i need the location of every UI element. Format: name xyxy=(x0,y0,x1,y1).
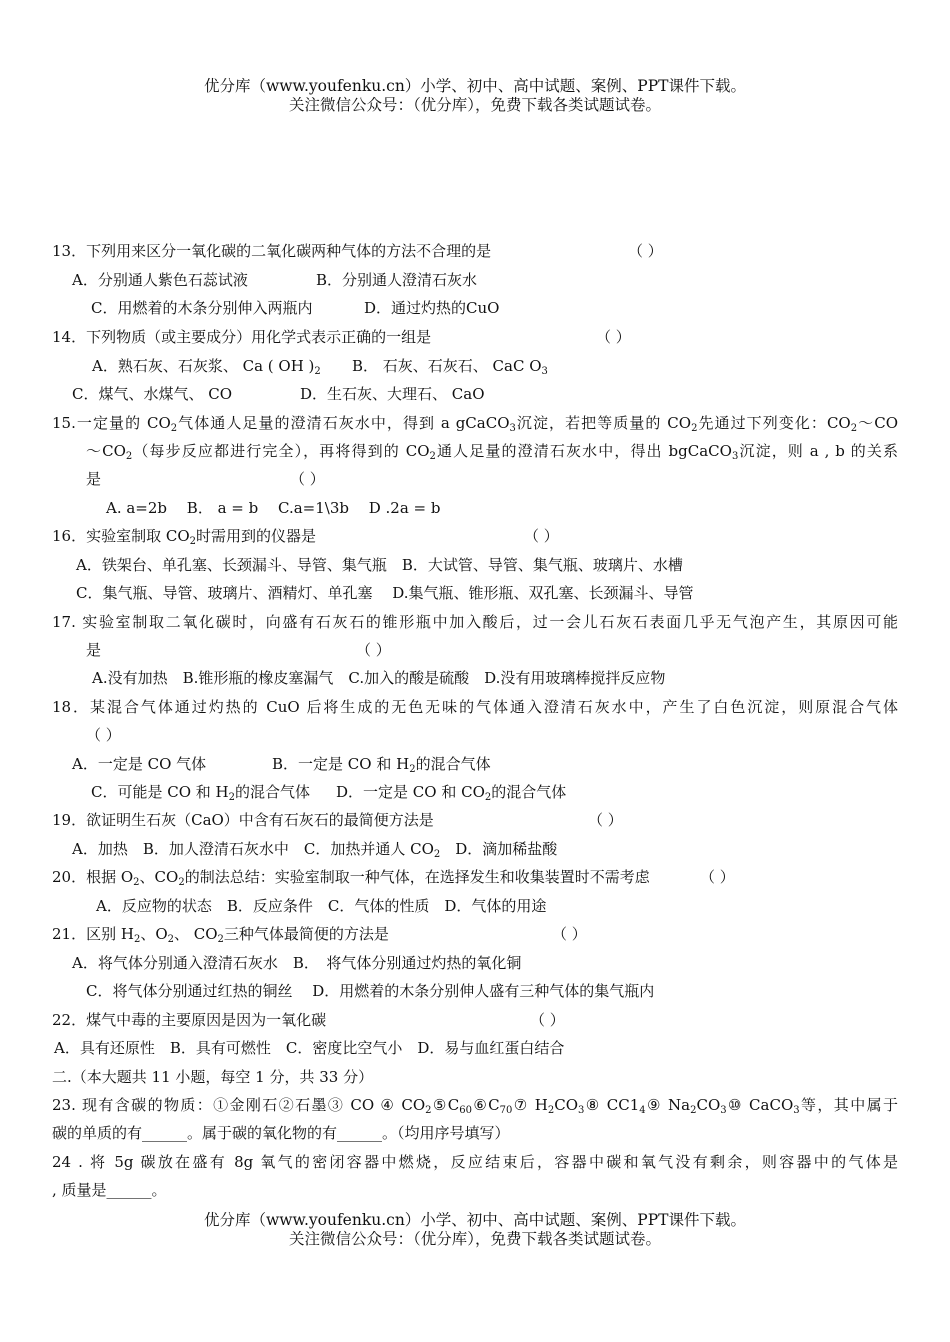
q14-option-d: D．生石灰、大理石、 CaO xyxy=(300,385,485,403)
q19-stem: 19．欲证明生石灰（CaO）中含有石灰石的最简便方法是 xyxy=(52,811,434,829)
q16-stem: 16．实验室制取 $CO_2$时需用到的仪器是 xyxy=(52,527,317,547)
q13-stem: 13．下列用来区分一氧化碳的二氧化碳两种气体的方法不合理的是 xyxy=(52,242,492,260)
q21-options-ab: A．将气体分别通入澄清石灰水 B． 将气体分别通过灼热的氧化铜 xyxy=(72,954,522,972)
footer-line-1: 优分库（www.youfenku.cn）小学、初中、高中试题、案例、PPT课件下载。 xyxy=(203,1211,747,1229)
q13-option-a: A．分别通人紫色石蕊试液 xyxy=(72,271,248,289)
q15-stem-line-3: 是 xyxy=(86,470,102,488)
q13-option-c: C．用燃着的木条分别伸入两瓶内 xyxy=(91,299,313,317)
q15-stem-line-1: 15.一定量的 $CO_2$气体通人足量的澄清石灰水中，得到 a gCaCO$_3$沉淀，若把等质量的 $CO_2$先通过下列变化：$CO_2\sim CO$ xyxy=(52,414,898,434)
q21-answer-paren: （ ） xyxy=(552,925,587,943)
q22-options: A．具有还原性 B．具有可燃性 C．密度比空气小 D．易与血红蛋白结合 xyxy=(54,1039,565,1057)
q14-option-c: C．煤气、水煤气、 CO xyxy=(72,385,233,403)
q22-stem: 22．煤气中毒的主要原因是因为一氧化碳 xyxy=(52,1011,327,1029)
header-line-1: 优分库（www.youfenku.cn）小学、初中、高中试题、案例、PPT课件下载。 xyxy=(203,77,747,95)
q17-answer-paren: （ ） xyxy=(356,641,391,659)
q18-option-d: D．一定是 CO 和 $CO_2$的混合气体 xyxy=(336,783,567,803)
q24-stem-line-2: , 质量是______。 xyxy=(52,1181,167,1199)
q18-answer-paren: （ ） xyxy=(86,726,121,744)
q14-answer-paren: （ ） xyxy=(596,328,631,346)
q20-options: A．反应物的状态 B．反应条件 C．气体的性质 D．气体的用途 xyxy=(96,897,547,915)
footer-line-2: 关注微信公众号：（优分库），免费下载各类试题试卷。 xyxy=(288,1230,661,1248)
q18-option-b: B．一定是 CO 和 $H_2$的混合气体 xyxy=(272,755,491,775)
q14-stem: 14．下列物质（或主要成分）用化学式表示正确的一组是 xyxy=(52,328,432,346)
q20-answer-paren: （ ） xyxy=(700,868,735,886)
q13-option-d: D．通过灼热的CuO xyxy=(364,299,500,317)
q17-stem: 17. 实验室制取二氧化碳时，向盛有石灰石的锥形瓶中加入酸后，过一会儿石灰石表面几乎无气泡产生，其原因可能 xyxy=(52,613,898,631)
q19-answer-paren: （ ） xyxy=(588,811,623,829)
page-header xyxy=(0,77,950,115)
q18-stem: 18．某混合气体通过灼热的 CuO 后将生成的无色无味的气体通入澄清石灰水中，产生了白色沉淀，则原混合气体 xyxy=(52,698,898,716)
q19-options: A．加热 B．加人澄清石灰水中 C．加热并通人 $CO_2$ D．滴加稀盐酸 xyxy=(72,840,558,860)
q16-options-cd: C．集气瓶、导管、玻璃片、酒精灯、单孔塞 D.集气瓶、锥形瓶、双孔塞、长颈漏斗、导管 xyxy=(76,584,694,602)
q15-answer-paren: （ ） xyxy=(290,470,325,488)
q14-option-b: B． 石灰、石灰石、 CaC $O_3$ xyxy=(352,357,548,377)
q21-stem: 21．区别 $H_2$、$O_2$、 $CO_2$三种气体最简便的方法是 xyxy=(52,925,389,945)
q18-option-c: C．可能是 CO 和 $H_2$的混合气体 xyxy=(91,783,311,803)
q16-answer-paren: （ ） xyxy=(524,527,559,545)
q17-stem-line-2: 是 xyxy=(86,641,102,659)
q16-options-ab: A．铁架台、单孔塞、长颈漏斗、导管、集气瓶 B．大试管、导管、集气瓶、玻璃片、水槽 xyxy=(76,556,683,574)
q22-answer-paren: （ ） xyxy=(530,1011,565,1029)
q15-options: A. a=2b B． a = b C.a=1\3b D .2a = b xyxy=(106,499,441,517)
q23-stem: 23. 现有含碳的物质：①金刚石②石墨③ CO ④ $CO_2⑤C_{60}⑥C_{70}⑦$ $H_2CO_3⑧$ $CC1_4⑨$ $Na_2CO_3⑩$ CaCO$_3$等，其中属于 xyxy=(52,1096,898,1116)
page-footer xyxy=(0,1211,950,1249)
q13-option-b: B．分别通人澄清石灰水 xyxy=(316,271,478,289)
q23-stem-line-2: 碳的单质的有______。属于碳的氧化物的有______。（均用序号填写） xyxy=(52,1124,510,1142)
q14-option-a: A．熟石灰、石灰浆、 Ca ( OH )$_2$ xyxy=(92,357,321,377)
q20-stem: 20．根据 $O_2$、$CO_2$的制法总结：实验室制取一种气体，在选择发生和收集装置时不需考虑 xyxy=(52,868,650,888)
q17-options: A.没有加热 B.锥形瓶的橡皮塞漏气 C.加入的酸是硫酸 D.没有用玻璃棒搅拌反应物 xyxy=(92,669,666,687)
q21-options-cd: C．将气体分别通过红热的铜丝 D．用燃着的木条分别伸人盛有三种气体的集气瓶内 xyxy=(86,982,655,1000)
q18-option-a: A．一定是 CO 气体 xyxy=(72,755,207,773)
q15-stem-line-2: $\sim CO_2$（每步反应都进行完全），再将得到的 $CO_2$通人足量的澄清石灰水中，得出 bgCaCO$_3$沉淀，则 a , b 的关系 xyxy=(86,442,899,462)
header-line-2: 关注微信公众号：（优分库），免费下载各类试题试卷。 xyxy=(288,96,661,114)
q24-stem: 24 . 将 5g 碳放在盛有 8g 氧气的密闭容器中燃烧，反应结束后，容器中碳和氧气没有剩余，则容器中的气体是 xyxy=(52,1153,898,1171)
q13-answer-paren: （ ） xyxy=(628,242,663,260)
section-2-heading: 二.（本大题共 11 小题，每空 1 分，共 33 分） xyxy=(52,1068,374,1086)
